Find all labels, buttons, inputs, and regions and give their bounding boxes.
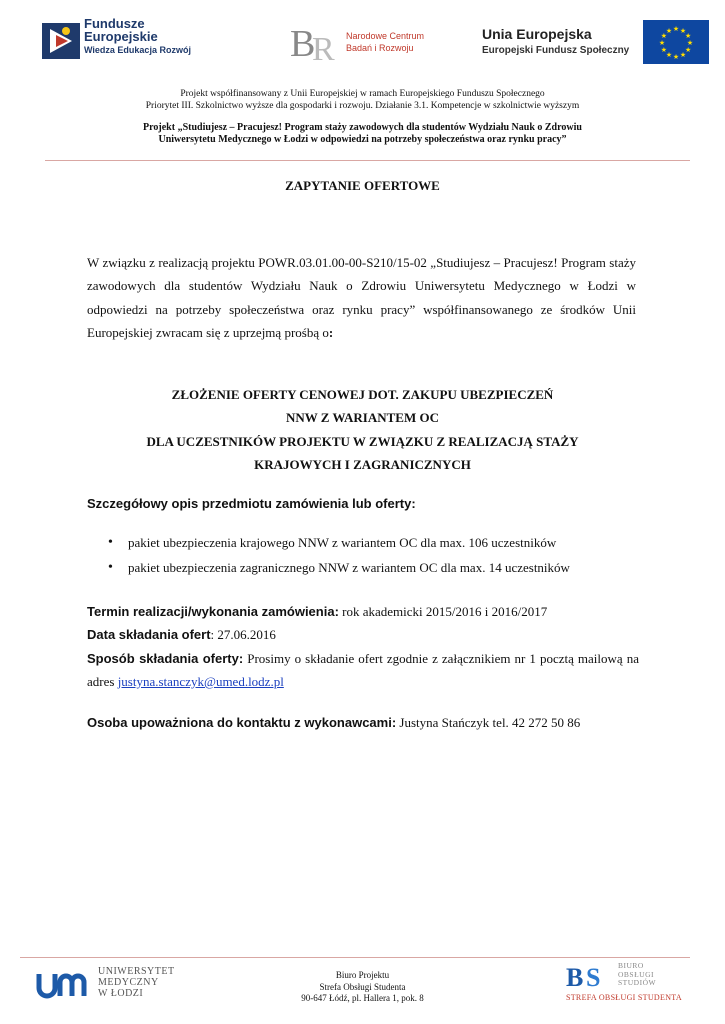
eu-star-icon: ★ [672,53,680,61]
um-logo-line3: W ŁODZI [98,988,144,999]
document-title: ZAPYTANIE OFERTOWE [285,178,440,193]
fe-logo-line2: Europejskie [84,29,158,44]
method-value: Prosimy o składanie ofert zgodnie z załącznikiem nr 1 pocztą mailową na adres [87,650,639,689]
date-label: Data składania ofert [87,627,211,643]
eu-star-icon: ★ [686,39,694,47]
email-link[interactable]: justyna.stanczyk@umed.lodz.pl [117,673,284,689]
footer-address [230,970,495,1005]
bos-logo-subtitle: STREFA OBSŁUGI STUDENTA [566,993,682,1002]
eu-star-icon: ★ [658,39,666,47]
footer-line3: 90-647 Łódź, pl. Hallera 1, pok. 8 [301,993,424,1003]
term-label: Termin realizacji/wykonania zamówienia: [87,604,339,619]
footer-line1: Biuro Projektu [335,970,390,980]
um-logo-line1: UNIWERSYTET [98,966,175,977]
heading-line-2: NNW Z WARIANTEM OC [285,410,439,426]
eu-star-icon: ★ [684,46,692,54]
ncbr-emblem-icon [288,20,340,64]
fe-emblem-icon [42,19,82,61]
bos-emblem-icon [566,962,614,990]
svg-text:B: B [566,963,584,990]
svg-text:B: B [290,23,316,64]
term-row [87,600,639,623]
contact-label: Osoba upoważniona do kontaktu z wykonawcami: [87,715,397,730]
ue-logo-line2: Europejski Fundusz Społeczny [482,45,630,56]
heading-line-1: ZŁOŻENIE OFERTY CENOWEJ DOT. ZAKUPU UBEZPIECZEŃ [171,387,554,402]
project-title-line2: Uniwersytetu Medycznego w Łodzi w odpowiedzi na potrzeby społeczeństwa oraz rynku pracy” [158,134,567,145]
bos-logo [566,962,706,1007]
eu-star-icon: ★ [665,26,673,35]
eu-star-icon: ★ [679,51,687,60]
method-label: Sposób składania oferty: [87,650,244,666]
order-items-list [108,530,570,580]
um-emblem-icon [36,968,92,1002]
project-title-line1: Projekt „Studiujesz – Pracujesz! Program staży zawodowych dla studentów Wydziału Nauk o Zdrowiu [143,122,582,133]
method-row [87,647,639,694]
svg-text:R: R [312,31,335,64]
date-row [87,623,639,646]
footer-line2: Strefa Obsługi Studenta [319,981,406,992]
description-subheading: Szczegółowy opis przedmiotu zamówienia lub oferty: [87,496,416,511]
funding-line-2: Priorytet III. Szkolnictwo wyższe dla gospodarki i rozwoju. Działanie 3.1. Kompetencje w szkolnictwie wyższym [145,101,580,111]
ncbr-logo [288,20,428,68]
heading-line-4: KRAJOWYCH I ZAGRANICZNYCH [254,456,471,472]
list-item: • pakiet ubezpieczenia zagranicznego NNW z wariantem OC dla max. 14 uczestników [108,555,570,580]
ue-logo-line1: Unia Europejska [482,26,592,42]
eu-star-icon: ★ [660,46,668,54]
ue-logo-text [482,26,629,56]
bos-logo-line3: STUDIÓW [618,978,657,987]
footer-divider [20,957,690,958]
contact-row [87,715,580,731]
um-logo-line2: MEDYCZNY [98,977,159,988]
svg-text:S: S [586,963,601,990]
eu-star-icon: ★ [660,32,668,40]
request-heading [60,383,665,476]
intro-text: W związku z realizacją projektu POWR.03.01.00-00-S210/15-02 „Studiujesz – Pracujesz! Program staży zawodowych dla studentów Wydziału Nauk o Zdrowiu Uniwersytetu Medycznego w Łodzi w odpowiedzi na potrzeby społeczeństwa oraz rynku pracy” współfinansowanego ze środków Unii Europejskiej zwracam się z uprzejmą prośbą o [87,255,636,340]
eu-star-icon: ★ [665,51,673,60]
ncbr-logo-line1: Narodowe Centrum [346,31,425,41]
fe-logo-line3: Wiedza Edukacja Rozwój [84,45,191,55]
header-divider [45,160,690,161]
funding-line-1: Projekt współfinansowany z Unii Europejskiej w ramach Europejskiego Funduszu Społecznego [180,89,545,99]
fe-logo-line1: Fundusze [84,16,145,31]
eu-flag-icon [643,20,709,64]
list-item: • pakiet ubezpieczenia krajowego NNW z wariantem OC dla max. 106 uczestników [108,530,570,555]
fundusze-europejskie-logo [42,15,217,69]
term-value: rok akademicki 2015/2016 i 2016/2017 [338,604,548,619]
eu-star-icon: ★ [684,32,692,40]
heading-line-3: DLA UCZESTNIKÓW PROJEKTU W ZWIĄZKU Z REALIZACJĄ STAŻY [146,433,579,449]
contact-value: Justyna Stańczyk tel. 42 272 50 86 [396,715,581,730]
bos-logo-line2: OBSŁUGI [618,969,655,979]
project-title [70,122,655,146]
um-lodz-logo [36,966,186,1006]
ncbr-logo-line2: Badań i Rozwoju [346,43,414,53]
date-value: : 27.06.2016 [210,627,276,643]
eu-star-icon: ★ [679,26,687,35]
bos-logo-line1: BIURO [618,961,644,970]
eu-star-icon: ★ [672,25,680,33]
intro-colon: : [328,324,334,340]
order-details [87,600,639,693]
intro-paragraph [87,251,636,344]
